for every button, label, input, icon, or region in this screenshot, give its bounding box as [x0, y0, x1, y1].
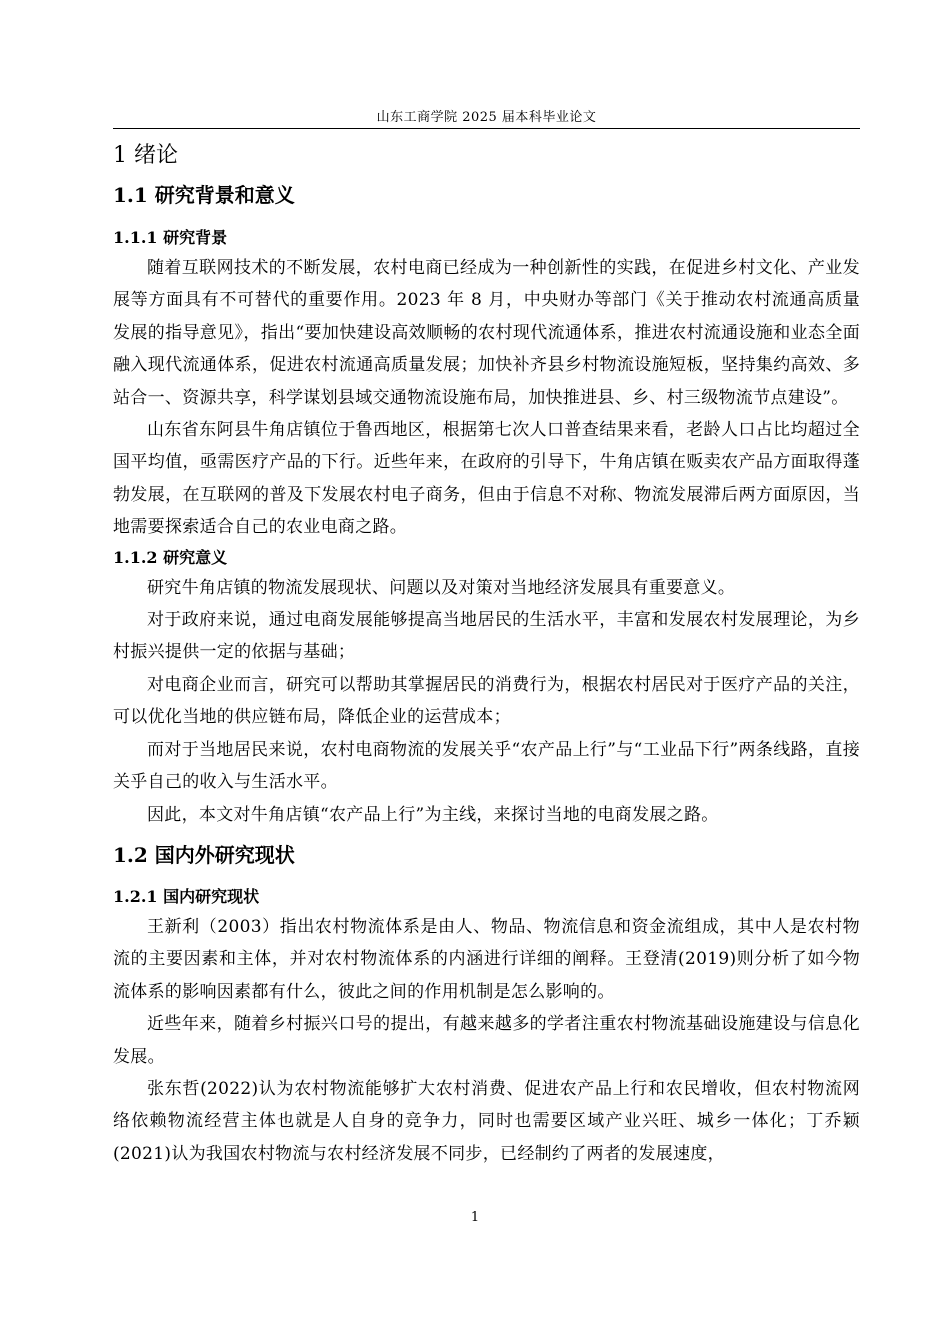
section-heading-1-2: 1.2 国内外研究现状 [113, 842, 295, 867]
paragraph-domestic-2: 近些年来，随着乡村振兴口号的提出，有越来越多的学者注重农村物流基础设施建设与信息化发展。 [113, 1014, 860, 1067]
paragraph-significance-3: 对电商企业而言，研究可以帮助其掌握居民的消费行为，根据农村居民对于医疗产品的关注，可以优化当地的供应链布局，降低企业的运营成本； [113, 674, 860, 728]
paragraph-significance-1: 研究牛角店镇的物流发展现状、问题以及对策对当地经济发展具有重要意义。 [147, 577, 736, 598]
running-header: 山东工商学院 2025 届本科毕业论文 [376, 110, 597, 125]
header-rule [113, 128, 860, 129]
section-heading-1-1: 1.1 研究背景和意义 [113, 183, 295, 207]
chapter-title: 1 绪论 [113, 143, 178, 168]
paragraph-background-1: 随着互联网技术的不断发展，农村电商已经成为一种创新性的实践，在促进乡村文化、产业发展等方面具有不可替代的重要作用。2023 年 8 月，中央财办等部门《关于推动农村流通高质量发展的指导意见》，指出“要加快建设高效顺畅的农村现代流通体系，推进农村流通设施和业态全面融入现代流通体系，促进农村流通高质量发展；加快补齐县乡村物流设施短板，坚持集约高效、多站合一、资源共享，科学谋划县域交通物流设施布局，加快推进县、乡、村三级物流节点建设”。 [113, 258, 860, 408]
paragraph-background-2: 山东省东阿县牛角店镇位于鲁西地区，根据第七次人口普查结果来看，老龄人口占比均超过全国平均值，亟需医疗产品的下行。近些年来，在政府的引导下，牛角店镇在贩卖农产品方面取得蓬勃发展，在互联网的普及下发展农村电子商务，但由于信息不对称、物流发展滞后两方面原因，当地需要探索适合自己的农业电商之路。 [113, 420, 860, 538]
page-number: 1 [470, 1210, 480, 1225]
paragraph-significance-2: 对于政府来说，通过电商发展能够提高当地居民的生活水平，丰富和发展农村发展理论，为乡村振兴提供一定的依据与基础； [113, 610, 860, 663]
page-content [113, 138, 860, 1170]
subsection-heading-1-1-2: 1.1.2 研究意义 [113, 547, 228, 567]
subsection-heading-1-1-1: 1.1.1 研究背景 [113, 228, 228, 247]
paragraph-domestic-3: 张东哲(2022)认为农村物流能够扩大农村消费、促进农产品上行和农民增收，但农村物流网络依赖物流经营主体也就是人自身的竞争力，同时也需要区域产业兴旺、城乡一体化；丁乔颖(2021)认为我国农村物流与农村经济发展不同步，已经制约了两者的发展速度， [113, 1078, 860, 1164]
paragraph-significance-4: 而对于当地居民来说，农村电商物流的发展关乎“农产品上行”与“工业品下行”两条线路，直接关乎自己的收入与生活水平。 [113, 739, 860, 793]
paragraph-domestic-1: 王新利（2003）指出农村物流体系是由人、物品、物流信息和资金流组成，其中人是农村物流的主要因素和主体，并对农村物流体系的内涵进行详细的阐释。王登清(2019)则分析了如今物流体系的影响因素都有什么，彼此之间的作用机制是怎么影响的。 [113, 916, 860, 1002]
subsection-heading-1-2-1: 1.2.1 国内研究现状 [113, 886, 260, 906]
paragraph-significance-5: 因此，本文对牛角店镇“农产品上行”为主线，来探讨当地的电商发展之路。 [147, 804, 719, 825]
